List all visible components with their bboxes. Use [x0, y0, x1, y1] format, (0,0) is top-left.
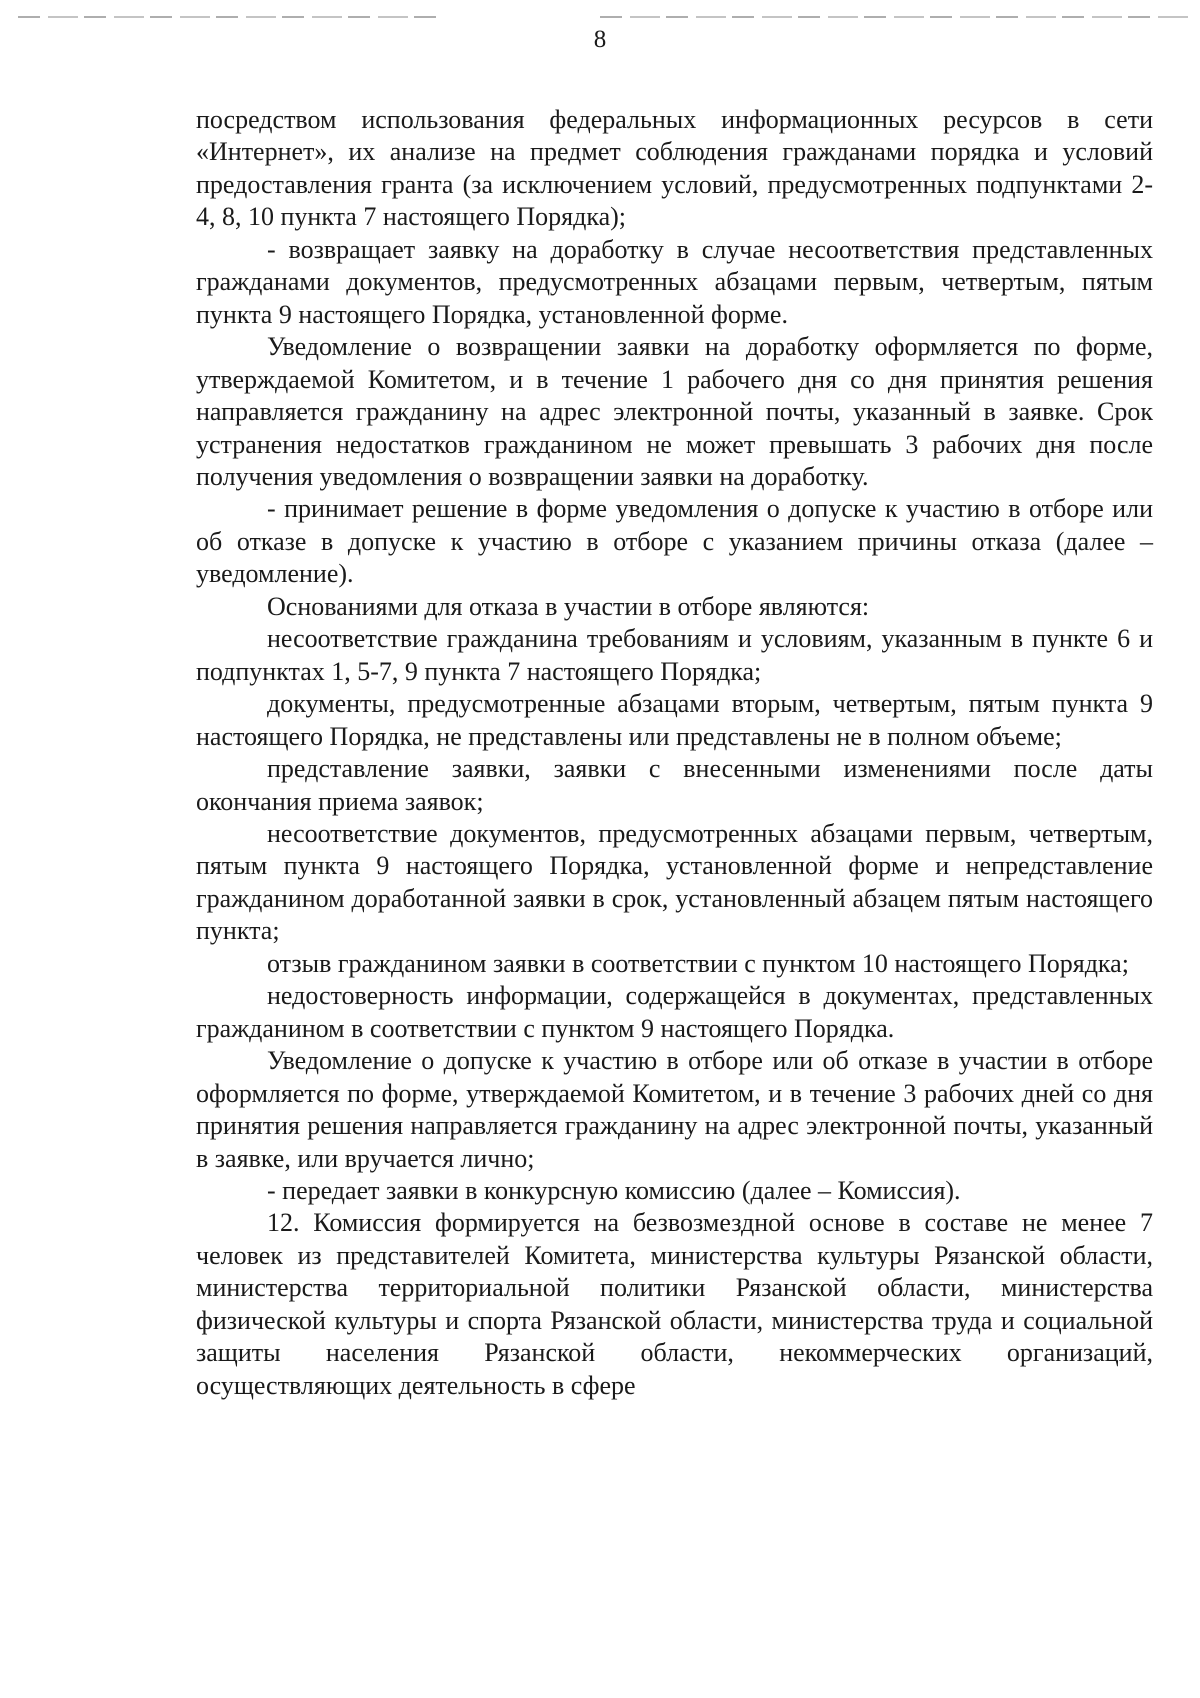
document-body — [196, 104, 1153, 1402]
paragraph-3: Уведомление о возвращении заявки на доработку оформляется по форме, утверждаемой Комитетом, и в течение 1 рабочего дня со дня принятия решения направляется гражданину на адрес электронной почты, указанный в заявке. Срок устранения недостатков гражданином не может превышать 3 рабочих дня после получения уведомления о возвращении заявки на доработку. — [196, 332, 1153, 491]
paragraph-13: - передает заявки в конкурсную комиссию (далее – Комиссия). — [267, 1175, 961, 1205]
scan-edge-right — [600, 16, 1190, 18]
paragraph-1: посредством использования федеральных информационных ресурсов в сети «Интернет», их анализе на предмет соблюдения гражданами порядка и условий предоставления гранта (за исключением условий, предусмотренных подпунктами 2-4, 8, 10 пункта 7 настоящего Порядка); — [196, 105, 1153, 232]
paragraph-11: недостоверность информации, содержащейся в документах, представленных гражданином в соответствии с пунктом 9 настоящего Порядка. — [196, 981, 1153, 1043]
paragraph-10: отзыв гражданином заявки в соответствии с пунктом 10 настоящего Порядка; — [267, 948, 1129, 978]
paragraph-9: несоответствие документов, предусмотренных абзацами первым, четвертым, пятым пункта 9 настоящего Порядка, установленной форме и непредставление гражданином доработанной заявки в срок, установленный абзацем пятым настоящего пункта; — [196, 818, 1153, 946]
paragraph-4: - принимает решение в форме уведомления о допуске к участию в отборе или об отказе в допуске к участию в отборе с указанием причины отказа (далее – уведомление). — [196, 494, 1153, 589]
paragraph-12: Уведомление о допуске к участию в отборе или об отказе в участии в отборе оформляется по форме, утверждаемой Комитетом, и в течение 3 рабочих дней со дня принятия решения направляется гражданину на адрес электронной почты, указанный в заявке, или вручается лично; — [196, 1046, 1153, 1173]
page-number: 8 — [593, 26, 607, 53]
paragraph-8: представление заявки, заявки с внесенными изменениями после даты окончания приема заявок; — [196, 754, 1153, 816]
paragraph-7: документы, предусмотренные абзацами вторым, четвертым, пятым пункта 9 настоящего Порядка, не представлены или представлены не в полном объеме; — [196, 689, 1153, 751]
scan-edge-left — [18, 16, 438, 18]
paragraph-6: несоответствие гражданина требованиям и условиям, указанным в пункте 6 и подпунктах 1, 5-7, 9 пункта 7 настоящего Порядка; — [196, 624, 1153, 686]
paragraph-14: 12. Комиссия формируется на безвозмездной основе в составе не менее 7 человек из представителей Комитета, министерства культуры Рязанской области, министерства территориальной политики Рязанской области, министерства физической культуры и спорта Рязанской области, министерства труда и социальной защиты населения Рязанской области, некоммерческих организаций, осуществляющих деятельность в сфере — [196, 1208, 1153, 1400]
paragraph-5: Основаниями для отказа в участии в отборе являются: — [267, 591, 870, 621]
paragraph-2: - возвращает заявку на доработку в случае несоответствия представленных гражданами документов, предусмотренных абзацами первым, четвертым, пятым пункта 9 настоящего Порядка, установленной форме. — [196, 234, 1153, 329]
